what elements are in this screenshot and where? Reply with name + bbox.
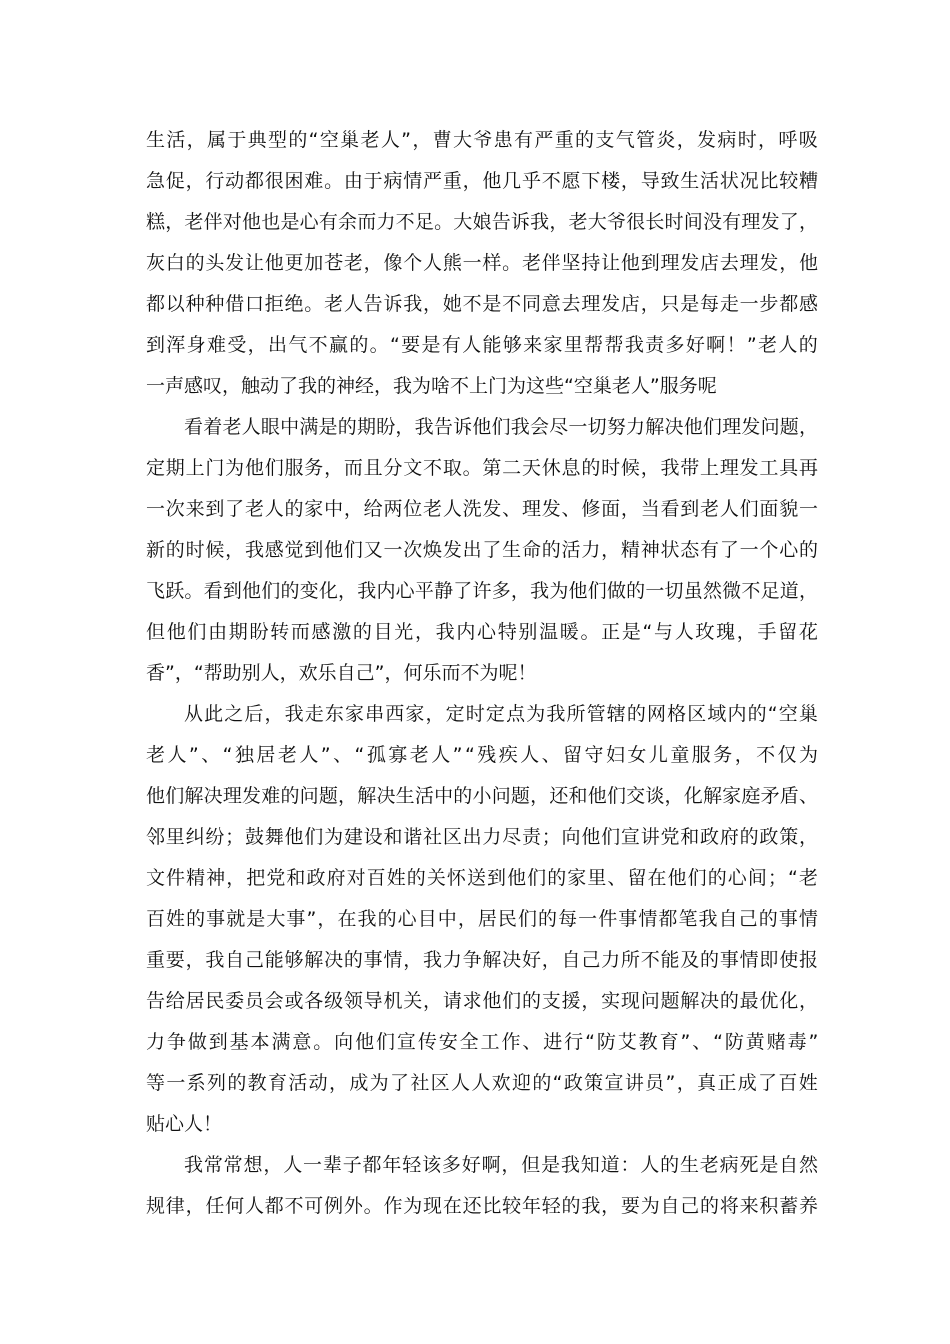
text-line <box>146 325 818 366</box>
text-line-content: 急促，行动都很困难。由于病情严重，他几乎不愿下楼，导致生活状况比较糟 <box>146 170 819 192</box>
text-line <box>146 1022 821 1063</box>
text-line <box>146 1145 818 1186</box>
text-line <box>146 1104 818 1145</box>
text-line <box>146 161 818 202</box>
text-line-content: 等一系列的教育活动，成为了社区人人欢迎的“政策宣讲员”，真正成了百姓 <box>146 1072 820 1094</box>
text-line-content: 香”，“帮助别人，欢乐自己”，何乐而不为呢！ <box>146 662 537 684</box>
text-line <box>146 817 818 858</box>
text-line <box>146 1063 818 1104</box>
text-line-content: 我常常想，人一辈子都年轻该多好啊，但是我知道：人的生老病死是自然 <box>184 1154 819 1176</box>
text-line-content: 文件精神，把党和政府对百姓的关怀送到他们的家里、留在他们的心间；“老 <box>146 867 819 889</box>
text-line-content: 贴心人！ <box>146 1113 223 1135</box>
text-line-content: 力争做到基本满意。向他们宣传安全工作、进行“防艾教育”、“防黄赌毒” <box>146 1031 821 1053</box>
text-line-content: 重要，我自己能够解决的事情，我力争解决好，自己力所不能及的事情即使报 <box>146 949 819 971</box>
text-line-content: 飞跃。看到他们的变化，我内心平静了许多，我为他们做的一切虽然微不足道， <box>146 580 819 602</box>
text-line-content: 从此之后，我走东家串西家，定时定点为我所管辖的网格区域内的“空巢 <box>184 703 819 725</box>
text-line <box>146 202 818 243</box>
text-line-content: 百姓的事就是大事”，在我的心目中，居民们的每一件事情都笔我自己的事情 <box>146 908 819 930</box>
text-line <box>146 940 818 981</box>
text-line <box>146 243 818 284</box>
text-line <box>146 571 818 612</box>
text-line <box>146 981 818 1022</box>
text-line-content: 到浑身难受，出气不赢的。“要是有人能够来家里帮帮我责多好啊！”老人的 <box>146 334 820 356</box>
text-line <box>146 1186 818 1227</box>
text-line <box>146 530 818 571</box>
text-line <box>146 653 818 694</box>
text-line <box>146 284 818 325</box>
text-line-content: 灰白的头发让他更加苍老，像个人熊一样。老伴坚持让他到理发店去理发，他 <box>146 252 819 274</box>
text-line-content: 生活，属于典型的“空巢老人”，曹大爷患有严重的支气管炎，发病时，呼吸 <box>146 129 820 151</box>
text-line-content: 看着老人眼中满是的期盼，我告诉他们我会尽一切努力解决他们理发问题， <box>184 416 819 438</box>
text-line <box>146 407 818 448</box>
text-line-content: 告给居民委员会或各级领导机关，请求他们的支援，实现问题解决的最优化， <box>146 990 819 1012</box>
text-line-content: 糕，老伴对他也是心有余而力不足。大娘告诉我，老大爷很长时间没有理发了， <box>146 211 819 233</box>
text-line-content: 都以种种借口拒绝。老人告诉我，她不是不同意去理发店，只是每走一步都感 <box>146 293 819 315</box>
text-line-content: 他们解决理发难的问题，解决生活中的小问题，还和他们交谈，化解家庭矛盾、 <box>146 785 819 807</box>
text-line <box>146 489 818 530</box>
text-line <box>146 858 818 899</box>
text-line <box>146 735 821 776</box>
text-line <box>146 694 818 735</box>
text-line <box>146 448 818 489</box>
text-line <box>146 776 818 817</box>
text-line-content: 一次来到了老人的家中，给两位老人洗发、理发、修面，当看到老人们面貌一 <box>146 498 819 520</box>
text-line <box>146 899 818 940</box>
text-line <box>146 120 818 161</box>
text-line-content: 老人”、“独居老人”、“孤寡老人”“残疾人、留守妇女儿童服务，不仅为 <box>146 744 821 766</box>
text-line-content: 邻里纠纷；鼓舞他们为建设和谐社区出力尽责；向他们宣讲党和政府的政策， <box>146 826 819 848</box>
text-line <box>146 612 818 653</box>
text-line-content: 新的时候，我感觉到他们又一次焕发出了生命的活力，精神状态有了一个心的 <box>146 539 819 561</box>
text-line <box>146 366 818 407</box>
text-line-content: 定期上门为他们服务，而且分文不取。第二天休息的时候，我带上理发工具再 <box>146 457 819 479</box>
text-line-content: 规律，任何人都不可例外。作为现在还比较年轻的我，要为自己的将来积蓄养 <box>146 1195 819 1217</box>
text-line-content: 但他们由期盼转而感激的目光，我内心特别温暖。正是“与人玫瑰，手留花 <box>146 621 820 643</box>
body-text <box>146 120 821 1227</box>
text-line-content: 一声感叹，触动了我的神经，我为啥不上门为这些“空巢老人”服务呢 <box>146 375 717 397</box>
